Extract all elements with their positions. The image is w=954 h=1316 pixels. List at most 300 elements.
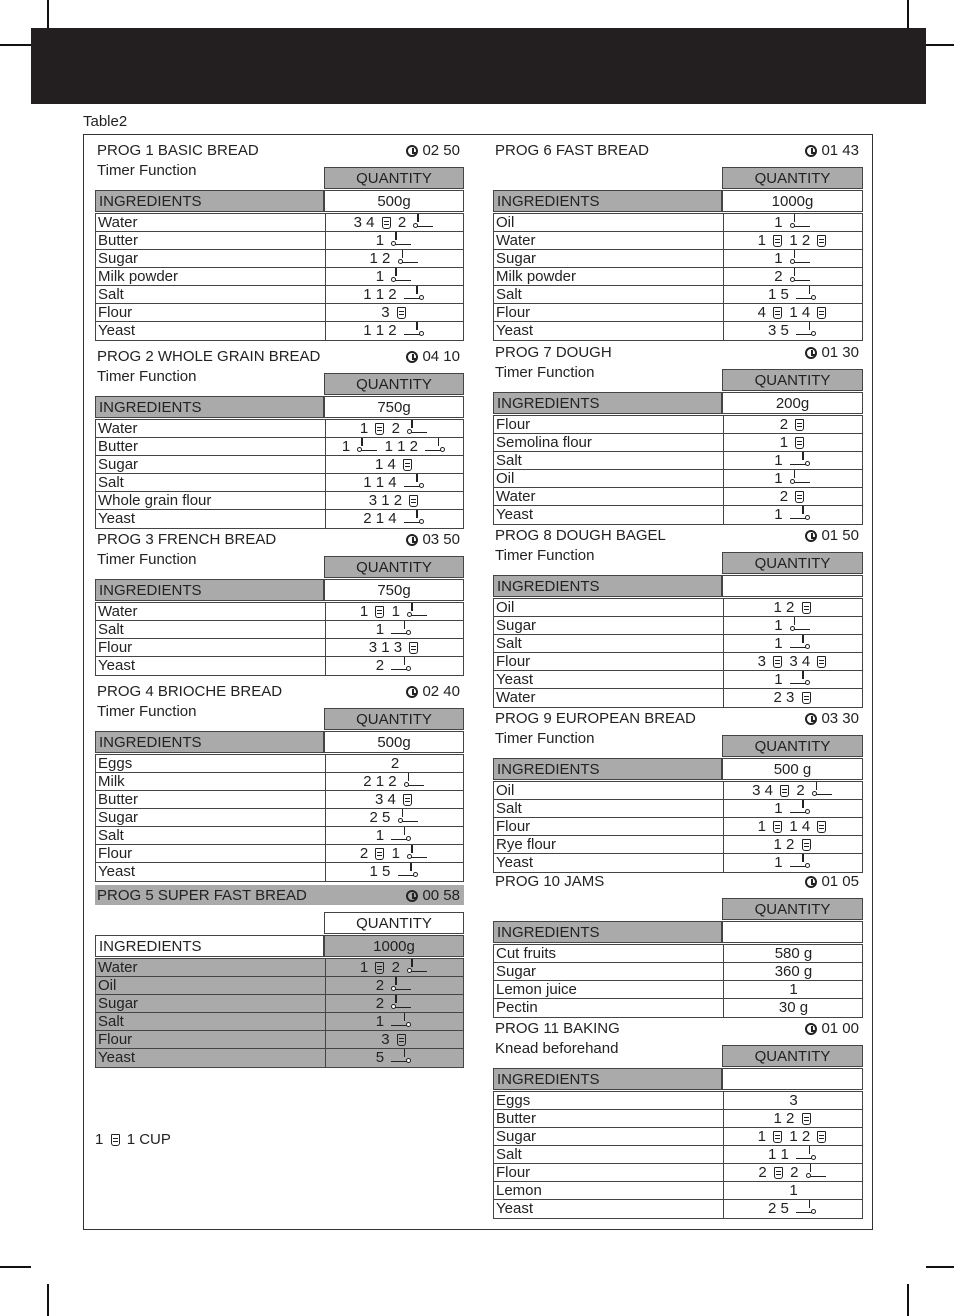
teaspoon-icon: [391, 1017, 411, 1027]
amount-text: 1 4: [785, 304, 815, 321]
cup-icon: [817, 1131, 826, 1143]
ingredient-name: Eggs: [496, 1092, 531, 1109]
program-header: [493, 1018, 863, 1038]
ingredient-row: [494, 452, 862, 470]
ingredient-name: Yeast: [98, 1049, 135, 1066]
amount-text: 1: [789, 981, 798, 998]
program-header: [95, 885, 464, 905]
ingredients-header: INGREDIENTS: [95, 190, 324, 212]
program-name: PROG 8 DOUGH BAGEL: [495, 527, 666, 544]
crop-mark: [926, 1266, 954, 1268]
ingredient-row: [96, 603, 463, 621]
cup-icon: [111, 1134, 120, 1146]
ingredient-row: [494, 963, 862, 981]
program-header: [493, 525, 863, 545]
ingredient-name: Salt: [98, 286, 124, 303]
amount-text: 1: [774, 452, 787, 469]
ingredient-list: [95, 754, 464, 882]
amount-text: 1: [375, 827, 389, 844]
ingredient-list: [493, 598, 863, 708]
teaspoon-icon: [796, 326, 816, 336]
ingredient-amount: [325, 250, 464, 267]
ingredient-row: [494, 1128, 862, 1146]
batch-size: [722, 575, 863, 597]
amount-text: 2: [779, 416, 793, 433]
tablespoon-icon: [790, 218, 810, 228]
ingredient-amount: [325, 474, 464, 491]
ingredient-amount: [723, 782, 863, 799]
ingredients-header: INGREDIENTS: [95, 579, 324, 601]
batch-size: 1000g: [324, 935, 464, 957]
program-name: PROG 4 BRIOCHE BREAD: [97, 683, 283, 700]
amount-text: 1: [757, 818, 771, 835]
ingredient-name: Salt: [496, 452, 522, 469]
ingredient-row: [96, 232, 463, 250]
amount-text: 1 5: [767, 286, 794, 303]
ingredient-name: Lemon: [496, 1182, 542, 1199]
ingredient-list: [493, 1091, 863, 1219]
batch-size: 500 g: [722, 758, 863, 780]
ingredient-name: Sugar: [496, 963, 537, 980]
ingredient-row: [494, 268, 862, 286]
ingredient-name: Water: [98, 603, 138, 620]
ingredient-amount: [723, 268, 863, 285]
ingredient-row: [494, 854, 862, 872]
amount-text: 2: [375, 977, 389, 994]
ingredient-amount: [325, 214, 464, 231]
ingredient-name: Sugar: [496, 617, 537, 634]
ingredient-amount: [325, 959, 464, 976]
time-value: 00 58: [422, 887, 460, 904]
ingredient-name: Yeast: [98, 657, 135, 674]
tablespoon-icon: [812, 786, 832, 796]
amount-text: 1 1 4: [363, 474, 401, 491]
ingredient-row: [494, 1092, 862, 1110]
teaspoon-icon: [790, 858, 810, 868]
ingredient-amount: [723, 1146, 863, 1163]
amount-text: 1 2: [369, 250, 395, 267]
ingredient-amount: [325, 603, 464, 620]
ingredient-row: [96, 510, 463, 528]
ingredient-name: Water: [496, 488, 536, 505]
ingredient-row: [96, 286, 463, 304]
program-time: [805, 710, 859, 727]
ingredient-list: [95, 602, 464, 676]
ingredient-name: Flour: [98, 1031, 133, 1048]
program-time: [406, 683, 460, 700]
ingredient-name: Salt: [98, 474, 124, 491]
ingredient-amount: [325, 232, 464, 249]
ingredient-list: [95, 958, 464, 1068]
amount-text: 1 4: [785, 818, 815, 835]
ingredient-amount: [723, 671, 863, 688]
ingredient-name: Milk powder: [496, 268, 577, 285]
ingredient-name: Pectin: [496, 999, 538, 1016]
ingredient-amount: [723, 452, 863, 469]
program-subtitle: Timer Function: [495, 364, 595, 381]
ingredient-amount: [723, 214, 863, 231]
clock-icon: [805, 713, 817, 725]
tablespoon-icon: [407, 963, 427, 973]
cup-icon: [795, 437, 804, 449]
ingredient-name: Oil: [98, 977, 117, 994]
ingredient-name: Milk: [98, 773, 125, 790]
ingredient-row: [96, 773, 463, 791]
amount-text: 1 1 2: [363, 322, 401, 339]
ingredient-row: [96, 492, 463, 510]
ingredient-amount: [325, 791, 464, 808]
ingredient-amount: [325, 621, 464, 638]
cup-icon: [817, 307, 826, 319]
quantity-header: QUANTITY: [722, 735, 863, 757]
amount-text: 1: [359, 420, 373, 437]
ingredient-amount: [723, 653, 863, 670]
cup-icon: [773, 307, 782, 319]
ingredient-name: Milk powder: [98, 268, 179, 285]
program-subtitle: Timer Function: [495, 547, 595, 564]
quantity-header: QUANTITY: [324, 912, 464, 934]
program-name: PROG 9 EUROPEAN BREAD: [495, 710, 696, 727]
amount-text: 30 g: [778, 999, 809, 1016]
crop-mark: [0, 44, 31, 46]
ingredient-row: [494, 1110, 862, 1128]
amount-text: 1 1 2: [363, 286, 401, 303]
amount-text: 3: [789, 1092, 798, 1109]
amount-text: 2 1 4: [363, 510, 401, 527]
amount-text: 3: [381, 1031, 394, 1048]
ingredient-row: [96, 639, 463, 657]
ingredients-header: INGREDIENTS: [493, 921, 722, 943]
ingredient-amount: [723, 416, 863, 433]
ingredient-row: [494, 653, 862, 671]
ingredient-row: [96, 1049, 463, 1067]
cup-icon: [795, 419, 804, 431]
ingredient-amount: [723, 506, 863, 524]
ingredient-name: Yeast: [496, 506, 533, 523]
time-value: 01 50: [821, 527, 859, 544]
teaspoon-icon: [404, 514, 424, 524]
ingredients-header: INGREDIENTS: [95, 396, 324, 418]
ingredient-name: Lemon juice: [496, 981, 577, 998]
amount-text: 1: [359, 603, 373, 620]
batch-size: [722, 921, 863, 943]
ingredients-header: INGREDIENTS: [493, 1068, 722, 1090]
amount-text: 2: [387, 959, 405, 976]
cup-icon: [397, 307, 406, 319]
amount-text: 2: [375, 657, 389, 674]
ingredient-amount: [723, 250, 863, 267]
amount-text: 1: [375, 1013, 389, 1030]
ingredient-name: Water: [496, 689, 536, 706]
crop-mark: [907, 0, 909, 28]
ingredient-name: Yeast: [496, 322, 533, 339]
tablespoon-icon: [790, 621, 810, 631]
ingredient-list: [95, 213, 464, 341]
cup-icon: [817, 235, 826, 247]
program-time: [406, 887, 460, 904]
ingredient-amount: [723, 488, 863, 505]
amount-text: 1: [774, 470, 787, 487]
program-name: PROG 7 DOUGH: [495, 344, 612, 361]
ingredient-amount: [325, 755, 464, 772]
ingredient-row: [96, 1013, 463, 1031]
time-value: 03 50: [422, 531, 460, 548]
ingredient-amount: [723, 232, 863, 249]
ingredient-name: Water: [98, 959, 138, 976]
ingredient-row: [96, 438, 463, 456]
ingredient-name: Sugar: [98, 250, 139, 267]
batch-size: 750g: [324, 396, 464, 418]
ingredient-name: Butter: [98, 791, 139, 808]
cup-icon: [375, 606, 384, 618]
ingredient-name: Oil: [496, 214, 515, 231]
ingredient-row: [494, 800, 862, 818]
program-header: [493, 140, 863, 160]
ingredient-row: [96, 420, 463, 438]
program-header: [95, 529, 464, 549]
cup-icon: [382, 217, 391, 229]
tablespoon-icon: [398, 813, 418, 823]
program-subtitle: Timer Function: [97, 551, 197, 568]
ingredient-row: [494, 304, 862, 322]
program-name: PROG 6 FAST BREAD: [495, 142, 649, 159]
tablespoon-icon: [790, 254, 810, 264]
clock-icon: [406, 351, 418, 363]
ingredient-name: Salt: [496, 286, 522, 303]
ingredient-amount: [325, 456, 464, 473]
amount-text: 1: [387, 845, 405, 862]
ingredient-name: Oil: [496, 599, 515, 616]
cup-icon: [375, 962, 384, 974]
amount-text: 1 2: [773, 599, 799, 616]
teaspoon-icon: [391, 661, 411, 671]
amount-text: 1 2: [773, 1110, 799, 1127]
ingredient-amount: [723, 322, 863, 340]
cup-icon: [409, 642, 418, 654]
quantity-header: QUANTITY: [324, 708, 464, 730]
ingredient-row: [494, 671, 862, 689]
ingredient-amount: [325, 827, 464, 844]
program-header: [95, 140, 464, 160]
ingredient-row: [494, 214, 862, 232]
tablespoon-icon: [391, 981, 411, 991]
ingredient-name: Sugar: [496, 250, 537, 267]
tablespoon-icon: [407, 607, 427, 617]
teaspoon-icon: [391, 625, 411, 635]
program-header: [95, 681, 464, 701]
ingredient-amount: [723, 981, 863, 998]
ingredient-row: [96, 809, 463, 827]
program-header: [95, 346, 464, 366]
teaspoon-icon: [425, 442, 445, 452]
amount-text: 2: [774, 268, 787, 285]
ingredient-amount: [325, 995, 464, 1012]
crop-mark: [0, 1266, 31, 1268]
ingredient-amount: [723, 470, 863, 487]
ingredient-amount: [723, 599, 863, 616]
tablespoon-icon: [790, 474, 810, 484]
amount-text: 3 5: [767, 322, 794, 339]
ingredient-list: [493, 415, 863, 525]
time-value: 03 30: [821, 710, 859, 727]
ingredient-name: Yeast: [98, 863, 135, 880]
legend-text: 1 CUP: [126, 1131, 171, 1148]
ingredient-row: [494, 689, 862, 707]
crop-mark: [926, 44, 954, 46]
ingredients-header: INGREDIENTS: [493, 190, 722, 212]
program-name: PROG 1 BASIC BREAD: [97, 142, 259, 159]
ingredient-amount: [723, 617, 863, 634]
cup-icon: [409, 495, 418, 507]
ingredient-amount: [723, 999, 863, 1017]
ingredient-row: [96, 863, 463, 881]
cup-icon: [774, 1167, 783, 1179]
ingredient-name: Flour: [496, 416, 531, 433]
amount-text: 3 1 2: [368, 492, 407, 509]
quantity-header: QUANTITY: [722, 167, 863, 189]
program-time: [805, 1020, 859, 1037]
ingredient-row: [96, 456, 463, 474]
cup-icon: [773, 235, 782, 247]
ingredient-name: Yeast: [496, 854, 533, 871]
ingredient-name: Salt: [496, 1146, 522, 1163]
ingredient-amount: [325, 268, 464, 285]
ingredient-name: Water: [98, 214, 138, 231]
ingredient-name: Eggs: [98, 755, 133, 772]
amount-text: 1: [387, 603, 405, 620]
ingredient-amount: [325, 809, 464, 826]
amount-text: 1: [359, 959, 373, 976]
amount-text: 1: [375, 268, 389, 285]
ingredient-name: Rye flour: [496, 836, 557, 853]
ingredient-list: [493, 781, 863, 873]
amount-text: 1 2: [773, 836, 799, 853]
amount-text: 1: [774, 214, 787, 231]
tablespoon-icon: [357, 442, 377, 452]
ingredient-amount: [325, 845, 464, 862]
cup-icon: [773, 1131, 782, 1143]
time-value: 01 43: [821, 142, 859, 159]
ingredient-name: Butter: [98, 438, 139, 455]
amount-text: 1: [774, 671, 787, 688]
ingredient-row: [494, 286, 862, 304]
ingredient-name: Water: [98, 420, 138, 437]
ingredient-amount: [325, 438, 464, 455]
teaspoon-icon: [790, 675, 810, 685]
ingredient-row: [494, 599, 862, 617]
ingredient-row: [96, 474, 463, 492]
ingredient-name: Salt: [98, 1013, 124, 1030]
ingredient-amount: [325, 420, 464, 437]
time-value: 01 05: [821, 873, 859, 890]
ingredient-name: Flour: [98, 639, 133, 656]
cup-icon: [403, 794, 412, 806]
amount-text: 2: [387, 420, 405, 437]
cup-icon: [817, 821, 826, 833]
amount-text: 2: [375, 995, 389, 1012]
clock-icon: [805, 530, 817, 542]
ingredient-name: Salt: [496, 635, 522, 652]
ingredient-amount: [723, 963, 863, 980]
ingredient-list: [493, 944, 863, 1018]
amount-text: 2 5: [767, 1200, 794, 1217]
teaspoon-icon: [790, 456, 810, 466]
amount-text: 2: [785, 1164, 803, 1181]
ingredient-row: [494, 506, 862, 524]
teaspoon-icon: [404, 290, 424, 300]
ingredient-row: [96, 214, 463, 232]
tablespoon-icon: [398, 254, 418, 264]
amount-text: 3: [757, 653, 771, 670]
quantity-header: QUANTITY: [722, 1045, 863, 1067]
ingredient-amount: [325, 1013, 464, 1030]
ingredient-row: [494, 635, 862, 653]
clock-icon: [406, 686, 418, 698]
clock-icon: [805, 145, 817, 157]
ingredient-amount: [723, 854, 863, 872]
tablespoon-icon: [391, 236, 411, 246]
cup-icon: [802, 692, 811, 704]
amount-text: 2: [393, 214, 411, 231]
ingredient-amount: [723, 286, 863, 303]
ingredient-amount: [723, 800, 863, 817]
ingredient-name: Oil: [496, 782, 515, 799]
ingredient-name: Cut fruits: [496, 945, 557, 962]
ingredient-row: [494, 617, 862, 635]
amount-text: 1: [779, 434, 793, 451]
ingredient-list: [493, 213, 863, 341]
ingredient-row: [96, 995, 463, 1013]
cup-icon: [802, 1113, 811, 1125]
program-time: [406, 348, 460, 365]
ingredient-name: Yeast: [98, 322, 135, 339]
amount-text: 1 1 2: [380, 438, 423, 455]
ingredient-row: [96, 977, 463, 995]
program-subtitle: Timer Function: [97, 368, 197, 385]
amount-text: 2: [390, 755, 400, 772]
ingredient-row: [494, 836, 862, 854]
ingredient-name: Flour: [496, 304, 531, 321]
amount-text: 1 5: [369, 863, 395, 880]
cup-icon: [780, 785, 789, 797]
batch-size: 500g: [324, 190, 464, 212]
ingredient-amount: [723, 1128, 863, 1145]
program-name: PROG 11 BAKING: [495, 1020, 620, 1037]
cup-icon: [773, 821, 782, 833]
ingredients-header: INGREDIENTS: [493, 758, 722, 780]
ingredient-row: [494, 470, 862, 488]
cup-icon: [802, 602, 811, 614]
amount-text: 2 1 2: [363, 773, 401, 790]
crop-mark: [47, 0, 49, 28]
program-header: [493, 708, 863, 728]
amount-text: 2 3: [773, 689, 799, 706]
ingredient-amount: [325, 639, 464, 656]
quantity-header: QUANTITY: [722, 552, 863, 574]
ingredient-name: Salt: [496, 800, 522, 817]
teaspoon-icon: [796, 1204, 816, 1214]
ingredient-name: Flour: [98, 304, 133, 321]
ingredient-name: Flour: [98, 845, 133, 862]
ingredient-amount: [325, 322, 464, 340]
ingredient-name: Salt: [98, 621, 124, 638]
time-value: 04 10: [422, 348, 460, 365]
ingredient-row: [96, 959, 463, 977]
ingredient-amount: [325, 977, 464, 994]
program-subtitle: Timer Function: [495, 730, 595, 747]
ingredient-amount: [723, 434, 863, 451]
ingredient-name: Oil: [496, 470, 515, 487]
